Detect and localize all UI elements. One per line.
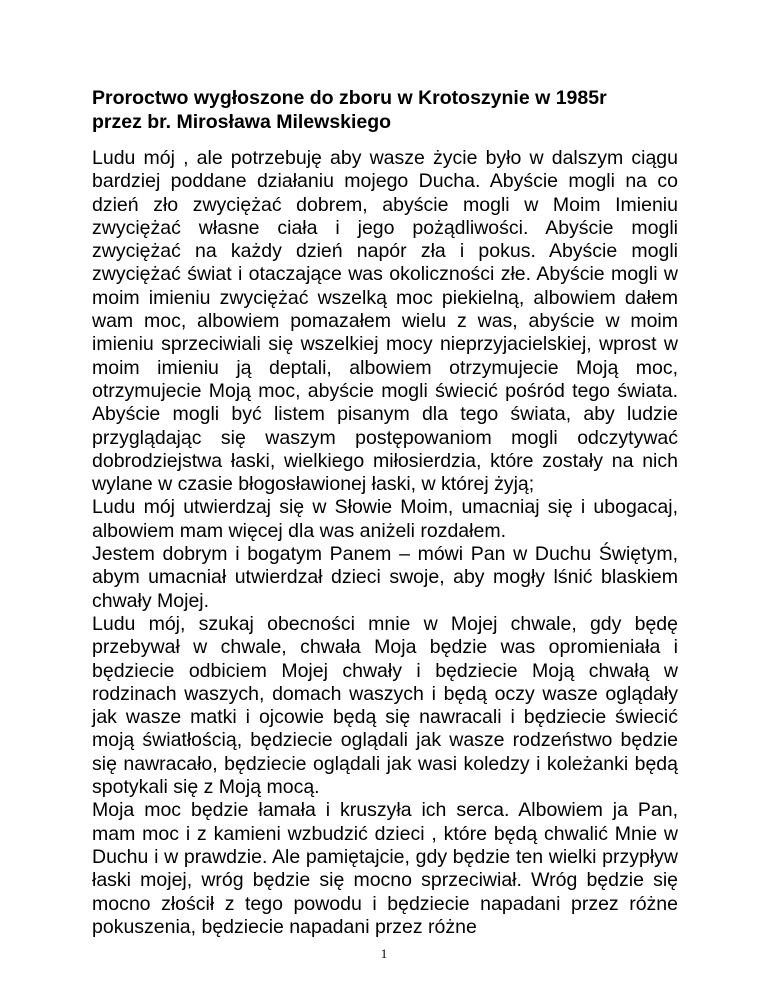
paragraph-2: Ludu mój utwierdzaj się w Słowie Moim, umacniaj się i ubogacaj, albowiem mam więcej dla was aniżeli rozdałem.	[92, 496, 678, 542]
paragraph-5: Moja moc będzie łamała i kruszyła ich serca. Albowiem ja Pan, mam moc i z kamieni wzbudzić dzieci , które będą chwalić Mnie w Duchu i w prawdzie. Ale pamiętajcie, gdy będzie ten wielki przypływ łaski mojej, wróg będzie się mocno sprzeciwiał. Wróg będzie się mocno złościł z tego powodu i będziecie napadani przez różne pokuszenia, będziecie napadani przez różne	[92, 799, 678, 938]
paragraph-3: Jestem dobrym i bogatym Panem – mówi Pan w Duchu Świętym, abym umacniał utwierdzał dzieci swoje, aby mogły lśnić blaskiem chwały Mojej.	[92, 543, 678, 612]
paragraph-4: Ludu mój, szukaj obecności mnie w Mojej chwale, gdy będę przebywał w chwale, chwała Moja będzie was opromieniała i będziecie odbiciem Mojej chwały i będziecie Moją chwałą w rodzinach waszych, domach waszych i będą oczy wasze oglądały jak wasze matki i ojcowie będą się nawracali i będziecie świecić moją światłością, będziecie oglądali jak wasze rodzeństwo będzie się nawracało, będziecie oglądali jak wasi koledzy i koleżanki będą spotykali się z Moją mocą.	[92, 612, 678, 799]
title-line-1: Proroctwo wygłoszone do zboru w Krotoszynie w 1985r	[92, 87, 607, 109]
document-title	[92, 86, 682, 134]
prophecy-body	[92, 147, 678, 939]
title-line-2: przez br. Mirosława Milewskiego	[92, 111, 392, 133]
page-number: 1	[380, 946, 388, 961]
paragraph-1: Ludu mój , ale potrzebuję aby wasze życie było w dalszym ciągu bardziej poddane działaniu mojego Ducha. Abyście mogli na co dzień zło zwyciężać dobrem, abyście mogli w Moim Imieniu zwyciężać własne ciała i jego pożądliwości. Abyście mogli zwyciężać na każdy dzień napór zła i pokus. Abyście mogli zwyciężać świat i otaczające was okoliczności złe. Abyście mogli w moim imieniu zwyciężać wszelką moc piekielną, albowiem dałem wam moc, albowiem pomazałem wielu z was, abyście w moim imieniu sprzeciwiali się wszelkiej mocy nieprzyjacielskiej, wprost w moim imieniu ją deptali, albowiem otrzymujecie Moją moc, otrzymujecie Moją moc, abyście mogli świecić pośród tego świata. Abyście mogli być listem pisanym dla tego świata, aby ludzie przyglądając się waszym postępowaniom mogli odczytywać dobrodziejstwa łaski, wielkiego miłosierdzia, które zostały na nich wylane w czasie błogosławionej łaski, w której żyją;	[92, 147, 678, 496]
